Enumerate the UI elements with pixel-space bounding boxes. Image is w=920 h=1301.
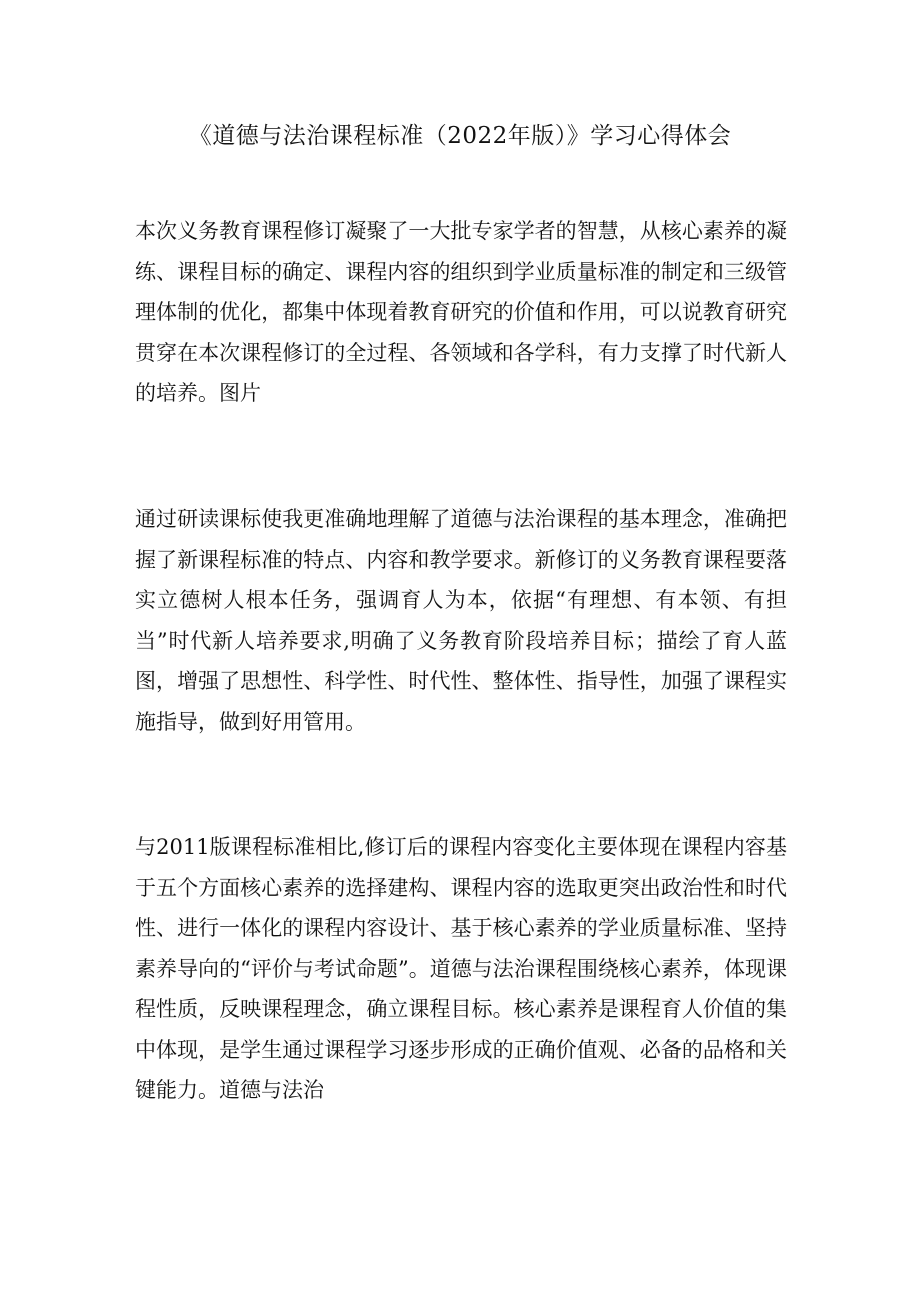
- document-title: 《道德与法治课程标准（2022年版）》学习心得体会: [188, 123, 732, 149]
- paragraph-1: 本次义务教育课程修订凝聚了一大批专家学者的智慧，从核心素养的凝练、课程目标的确定、课程内容的组织到学业质量标准的制定和三级管理体制的优化，都集中体现着教育研究的价值和作用，可以说教育研究贯穿在本次课程修订的全过程、各领域和各学科，有力支撑了时代新人的培养。图片: [135, 219, 787, 405]
- paragraph-3: 与2011版课程标准相比,修订后的课程内容变化主要体现在课程内容基于五个方面核心素养的选择建构、课程内容的选取更突出政治性和时代性、进行一体化的课程内容设计、基于核心素养的学业质量标准、坚持素养导向的“评价与考试命题”。道德与法治课程围绕核心素养，体现课程性质，反映课程理念，确立课程目标。核心素养是课程育人价值的集中体现，是学生通过课程学习逐步形成的正确价值观、必备的品格和关键能力。道德与法治: [135, 835, 787, 1102]
- paragraph-2: 通过研读课标使我更准确地理解了道德与法治课程的基本理念，准确把握了新课程标准的特点、内容和教学要求。新修订的义务教育课程要落实立德树人根本任务，强调育人为本，依据“有理想、有本领、有担当”时代新人培养要求,明确了义务教育阶段培养目标；描绘了育人蓝图，增强了思想性、科学性、时代性、整体性、指导性，加强了课程实施指导，做到好用管用。: [135, 507, 787, 734]
